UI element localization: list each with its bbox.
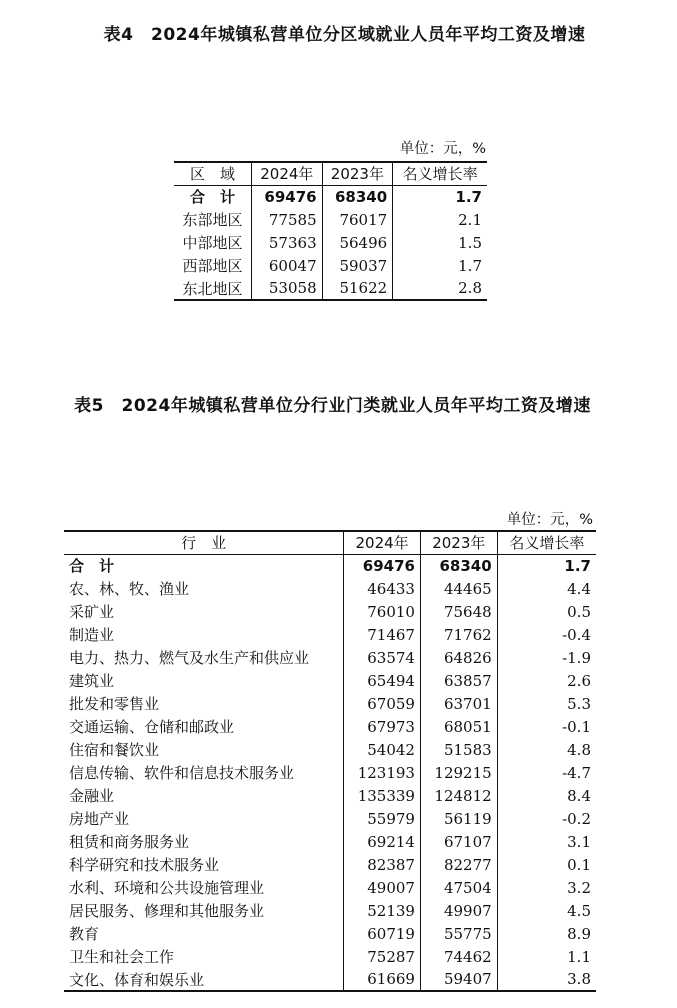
table5-title: 表5 2024年城镇私营单位分行业门类就业人员年平均工资及增速: [74, 396, 591, 416]
region-wage-table: [174, 161, 487, 301]
growth-rate: 3.1: [497, 830, 596, 853]
col-header-name: 行 业: [64, 531, 344, 554]
col-header-2024: 2024年: [344, 531, 421, 554]
value-2023: 68051: [420, 715, 497, 738]
table-row: [174, 208, 487, 231]
value-2024: 123193: [344, 761, 421, 784]
growth-rate: 0.1: [497, 853, 596, 876]
row-label: 居民服务、修理和其他服务业: [69, 902, 265, 920]
value-2024: 63574: [344, 646, 421, 669]
row-label: 建筑业: [69, 672, 115, 690]
value-2024: 77585: [252, 208, 323, 231]
table-row: [174, 254, 487, 277]
table-row: [64, 830, 596, 853]
growth-rate: 4.5: [497, 899, 596, 922]
table-row: [64, 623, 596, 646]
value-2024: 76010: [344, 600, 421, 623]
table-row: [174, 231, 487, 254]
table-row: [64, 715, 596, 738]
table-row: [64, 646, 596, 669]
growth-rate: -4.7: [497, 761, 596, 784]
growth-rate: 8.9: [497, 922, 596, 945]
value-2023: 56119: [420, 807, 497, 830]
value-2023: 68340: [420, 554, 497, 577]
row-label: 文化、体育和娱乐业: [64, 968, 344, 991]
row-label: 信息传输、软件和信息技术服务业: [69, 764, 295, 782]
growth-rate: 8.4: [497, 784, 596, 807]
value-2023: 63857: [420, 669, 497, 692]
growth-rate: 4.8: [497, 738, 596, 761]
row-label: 卫生和社会工作: [69, 948, 175, 966]
table-row: [64, 807, 596, 830]
value-2023: 124812: [420, 784, 497, 807]
row-label: 房地产业: [69, 810, 130, 828]
value-2023: 67107: [420, 830, 497, 853]
row-label: 农、林、牧、渔业: [69, 580, 190, 598]
value-2024: 60719: [344, 922, 421, 945]
row-label: 东部地区: [182, 211, 243, 229]
row-label: 西部地区: [182, 257, 243, 275]
value-2023: 49907: [420, 899, 497, 922]
value-2023: 63701: [420, 692, 497, 715]
col-header-growth: 名义增长率: [497, 531, 596, 554]
table-header-row: [174, 162, 487, 185]
growth-rate: 1.7: [497, 554, 596, 577]
row-label: 合 计: [190, 188, 236, 207]
growth-rate: 2.1: [393, 208, 487, 231]
table-row: [64, 692, 596, 715]
row-label: 科学研究和技术服务业: [69, 856, 220, 874]
growth-rate: 5.3: [497, 692, 596, 715]
row-label: 金融业: [69, 787, 115, 805]
total-row: [174, 185, 487, 208]
table4-unit: 单位：元，%: [399, 141, 486, 157]
row-label: 交通运输、仓储和邮政业: [69, 718, 235, 736]
industry-wage-table: [64, 530, 596, 992]
table-header-row: [64, 531, 596, 554]
value-2024: 53058: [252, 277, 323, 300]
table-row: [64, 899, 596, 922]
value-2024: 82387: [344, 853, 421, 876]
col-header-2023: 2023年: [420, 531, 497, 554]
growth-rate: 4.4: [497, 577, 596, 600]
col-header-2023: 2023年: [322, 162, 393, 185]
value-2023: 59037: [322, 254, 393, 277]
total-row: [64, 554, 596, 577]
table4-title: 表4 2024年城镇私营单位分区域就业人员年平均工资及增速: [103, 25, 586, 45]
value-2024: 49007: [344, 876, 421, 899]
value-2024: 69476: [344, 554, 421, 577]
value-2024: 135339: [344, 784, 421, 807]
row-label: 合 计: [69, 557, 115, 576]
table-row: [64, 784, 596, 807]
table-row: [64, 922, 596, 945]
row-label: 水利、环境和公共设施管理业: [69, 879, 265, 897]
value-2024: 54042: [344, 738, 421, 761]
row-label: 教育: [69, 925, 100, 943]
value-2023: 51622: [322, 277, 393, 300]
table5-unit: 单位：元，%: [506, 512, 593, 528]
value-2024: 65494: [344, 669, 421, 692]
table-row: [64, 738, 596, 761]
table-row: [64, 876, 596, 899]
value-2024: 61669: [344, 968, 421, 991]
value-2023: 51583: [420, 738, 497, 761]
value-2023: 82277: [420, 853, 497, 876]
value-2024: 67059: [344, 692, 421, 715]
row-label: 租赁和商务服务业: [69, 833, 190, 851]
growth-rate: 0.5: [497, 600, 596, 623]
col-header-name: 区 域: [174, 162, 252, 185]
growth-rate: 1.7: [393, 254, 487, 277]
value-2024: 46433: [344, 577, 421, 600]
table-row: [64, 853, 596, 876]
growth-rate: -0.2: [497, 807, 596, 830]
row-label: 东北地区: [174, 277, 252, 300]
value-2024: 75287: [344, 945, 421, 968]
value-2024: 71467: [344, 623, 421, 646]
row-label: 中部地区: [182, 234, 243, 252]
value-2023: 129215: [420, 761, 497, 784]
growth-rate: 1.7: [393, 185, 487, 208]
row-label: 批发和零售业: [69, 695, 160, 713]
value-2024: 55979: [344, 807, 421, 830]
value-2023: 75648: [420, 600, 497, 623]
value-2023: 74462: [420, 945, 497, 968]
value-2024: 52139: [344, 899, 421, 922]
growth-rate: 2.6: [497, 669, 596, 692]
value-2023: 47504: [420, 876, 497, 899]
growth-rate: -1.9: [497, 646, 596, 669]
value-2024: 67973: [344, 715, 421, 738]
value-2023: 44465: [420, 577, 497, 600]
table-row: [64, 577, 596, 600]
value-2024: 69214: [344, 830, 421, 853]
value-2023: 76017: [322, 208, 393, 231]
growth-rate: -0.4: [497, 623, 596, 646]
table-row: [64, 761, 596, 784]
value-2024: 69476: [252, 185, 323, 208]
row-label: 电力、热力、燃气及水生产和供应业: [69, 649, 310, 667]
table-row: [64, 600, 596, 623]
value-2023: 59407: [420, 968, 497, 991]
table-row: [174, 277, 487, 300]
value-2024: 60047: [252, 254, 323, 277]
row-label: 制造业: [69, 626, 115, 644]
table-row: [64, 945, 596, 968]
growth-rate: 1.5: [393, 231, 487, 254]
value-2023: 56496: [322, 231, 393, 254]
growth-rate: 3.8: [497, 968, 596, 991]
table-row: [64, 669, 596, 692]
growth-rate: 3.2: [497, 876, 596, 899]
value-2023: 68340: [322, 185, 393, 208]
value-2023: 55775: [420, 922, 497, 945]
col-header-2024: 2024年: [252, 162, 323, 185]
table-row: [64, 968, 596, 991]
col-header-growth: 名义增长率: [393, 162, 487, 185]
growth-rate: 2.8: [393, 277, 487, 300]
growth-rate: -0.1: [497, 715, 596, 738]
growth-rate: 1.1: [497, 945, 596, 968]
value-2023: 71762: [420, 623, 497, 646]
value-2023: 64826: [420, 646, 497, 669]
value-2024: 57363: [252, 231, 323, 254]
row-label: 住宿和餐饮业: [69, 741, 160, 759]
row-label: 采矿业: [69, 603, 115, 621]
